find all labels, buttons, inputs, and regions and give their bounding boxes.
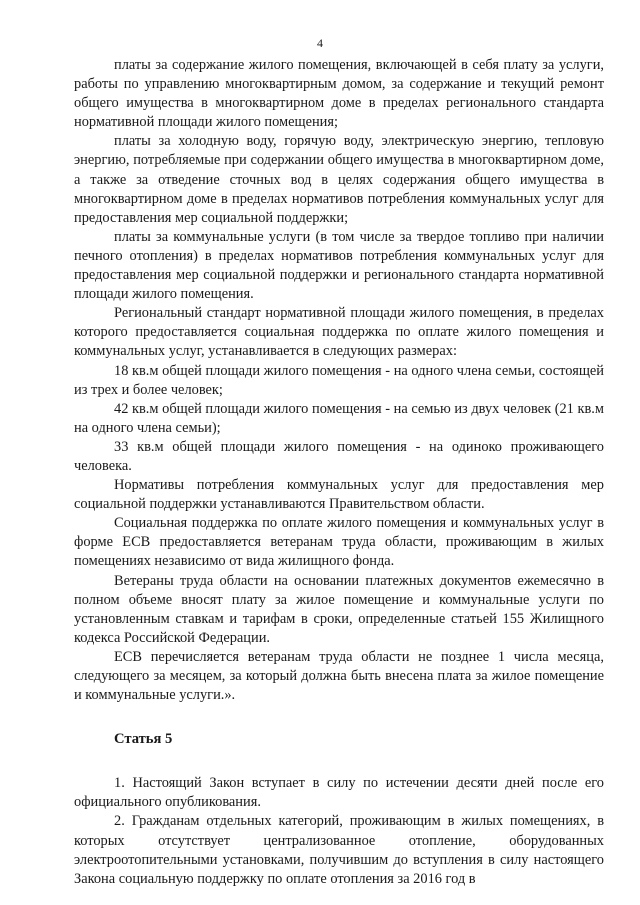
paragraph: Социальная поддержка по оплате жилого помещения и коммунальных услуг в форме ЕСВ предоставляется ветеранам труда области, проживающим в жилых помещениях независимо от вида жилищного фонда. [74, 515, 604, 570]
paragraph: Ветераны труда области на основании платежных документов ежемесячно в полном объеме вносят плату за жилое помещение и коммунальные услуги по установленным ставкам и тарифам в сроки, определенные статьей 155 Жилищного кодекса Российской Федерации. [74, 572, 604, 646]
paragraph: 18 кв.м общей площади жилого помещения - на одного члена семьи, состоящей из трех и более человек; [74, 362, 604, 398]
page-number: 4 [317, 36, 323, 50]
document-body [74, 56, 604, 889]
article-heading: Статья 5 [114, 731, 173, 748]
paragraph: платы за холодную воду, горячую воду, электрическую энергию, тепловую энергию, потребляемые при содержании общего имущества в многоквартирном доме, а также за отведение сточных вод в целях содержания общего имущества в многоквартирном доме в пределах нормативов потребления коммунальных услуг для предоставления мер социальной поддержки; [74, 133, 604, 226]
paragraph: 42 кв.м общей площади жилого помещения - на семью из двух человек (21 кв.м на одного члена семьи); [74, 400, 604, 436]
paragraph: 33 кв.м общей площади жилого помещения - на одиноко проживающего человека. [74, 438, 604, 474]
paragraph: платы за содержание жилого помещения, включающей в себя плату за услуги, работы по управлению многоквартирным домом, за содержание и текущий ремонт общего имущества в многоквартирном доме в пределах регионального стандарта нормативной площади жилого помещения; [74, 57, 604, 131]
paragraph: 2. Гражданам отдельных категорий, проживающим в жилых помещениях, в которых отсутствует централизованное отопление, оборудованных электроотопительными установками, получившим до вступления в силу настоящего Закона социальную поддержку по оплате отопления за 2016 год в [74, 813, 604, 887]
paragraph: ЕСВ перечисляется ветеранам труда области не позднее 1 числа месяца, следующего за месяцем, за который должна быть внесена плата за жилое помещение и коммунальные услуги.». [74, 648, 604, 704]
paragraph: Региональный стандарт нормативной площади жилого помещения, в пределах которого предоставляется социальная поддержка по оплате жилого помещения и коммунальных услуг, устанавливается в следующих размерах: [74, 305, 604, 360]
paragraph: 1. Настоящий Закон вступает в силу по истечении десяти дней после его официального опубликования. [74, 775, 604, 811]
paragraph: платы за коммунальные услуги (в том числе за твердое топливо при наличии печного отопления) в пределах нормативов потребления коммунальных услуг для предоставления мер социальной поддержки и регионального стандарта нормативной площади жилого помещения. [74, 228, 604, 303]
paragraph: Нормативы потребления коммунальных услуг для предоставления мер социальной поддержки устанавливаются Правительством области. [74, 477, 604, 513]
